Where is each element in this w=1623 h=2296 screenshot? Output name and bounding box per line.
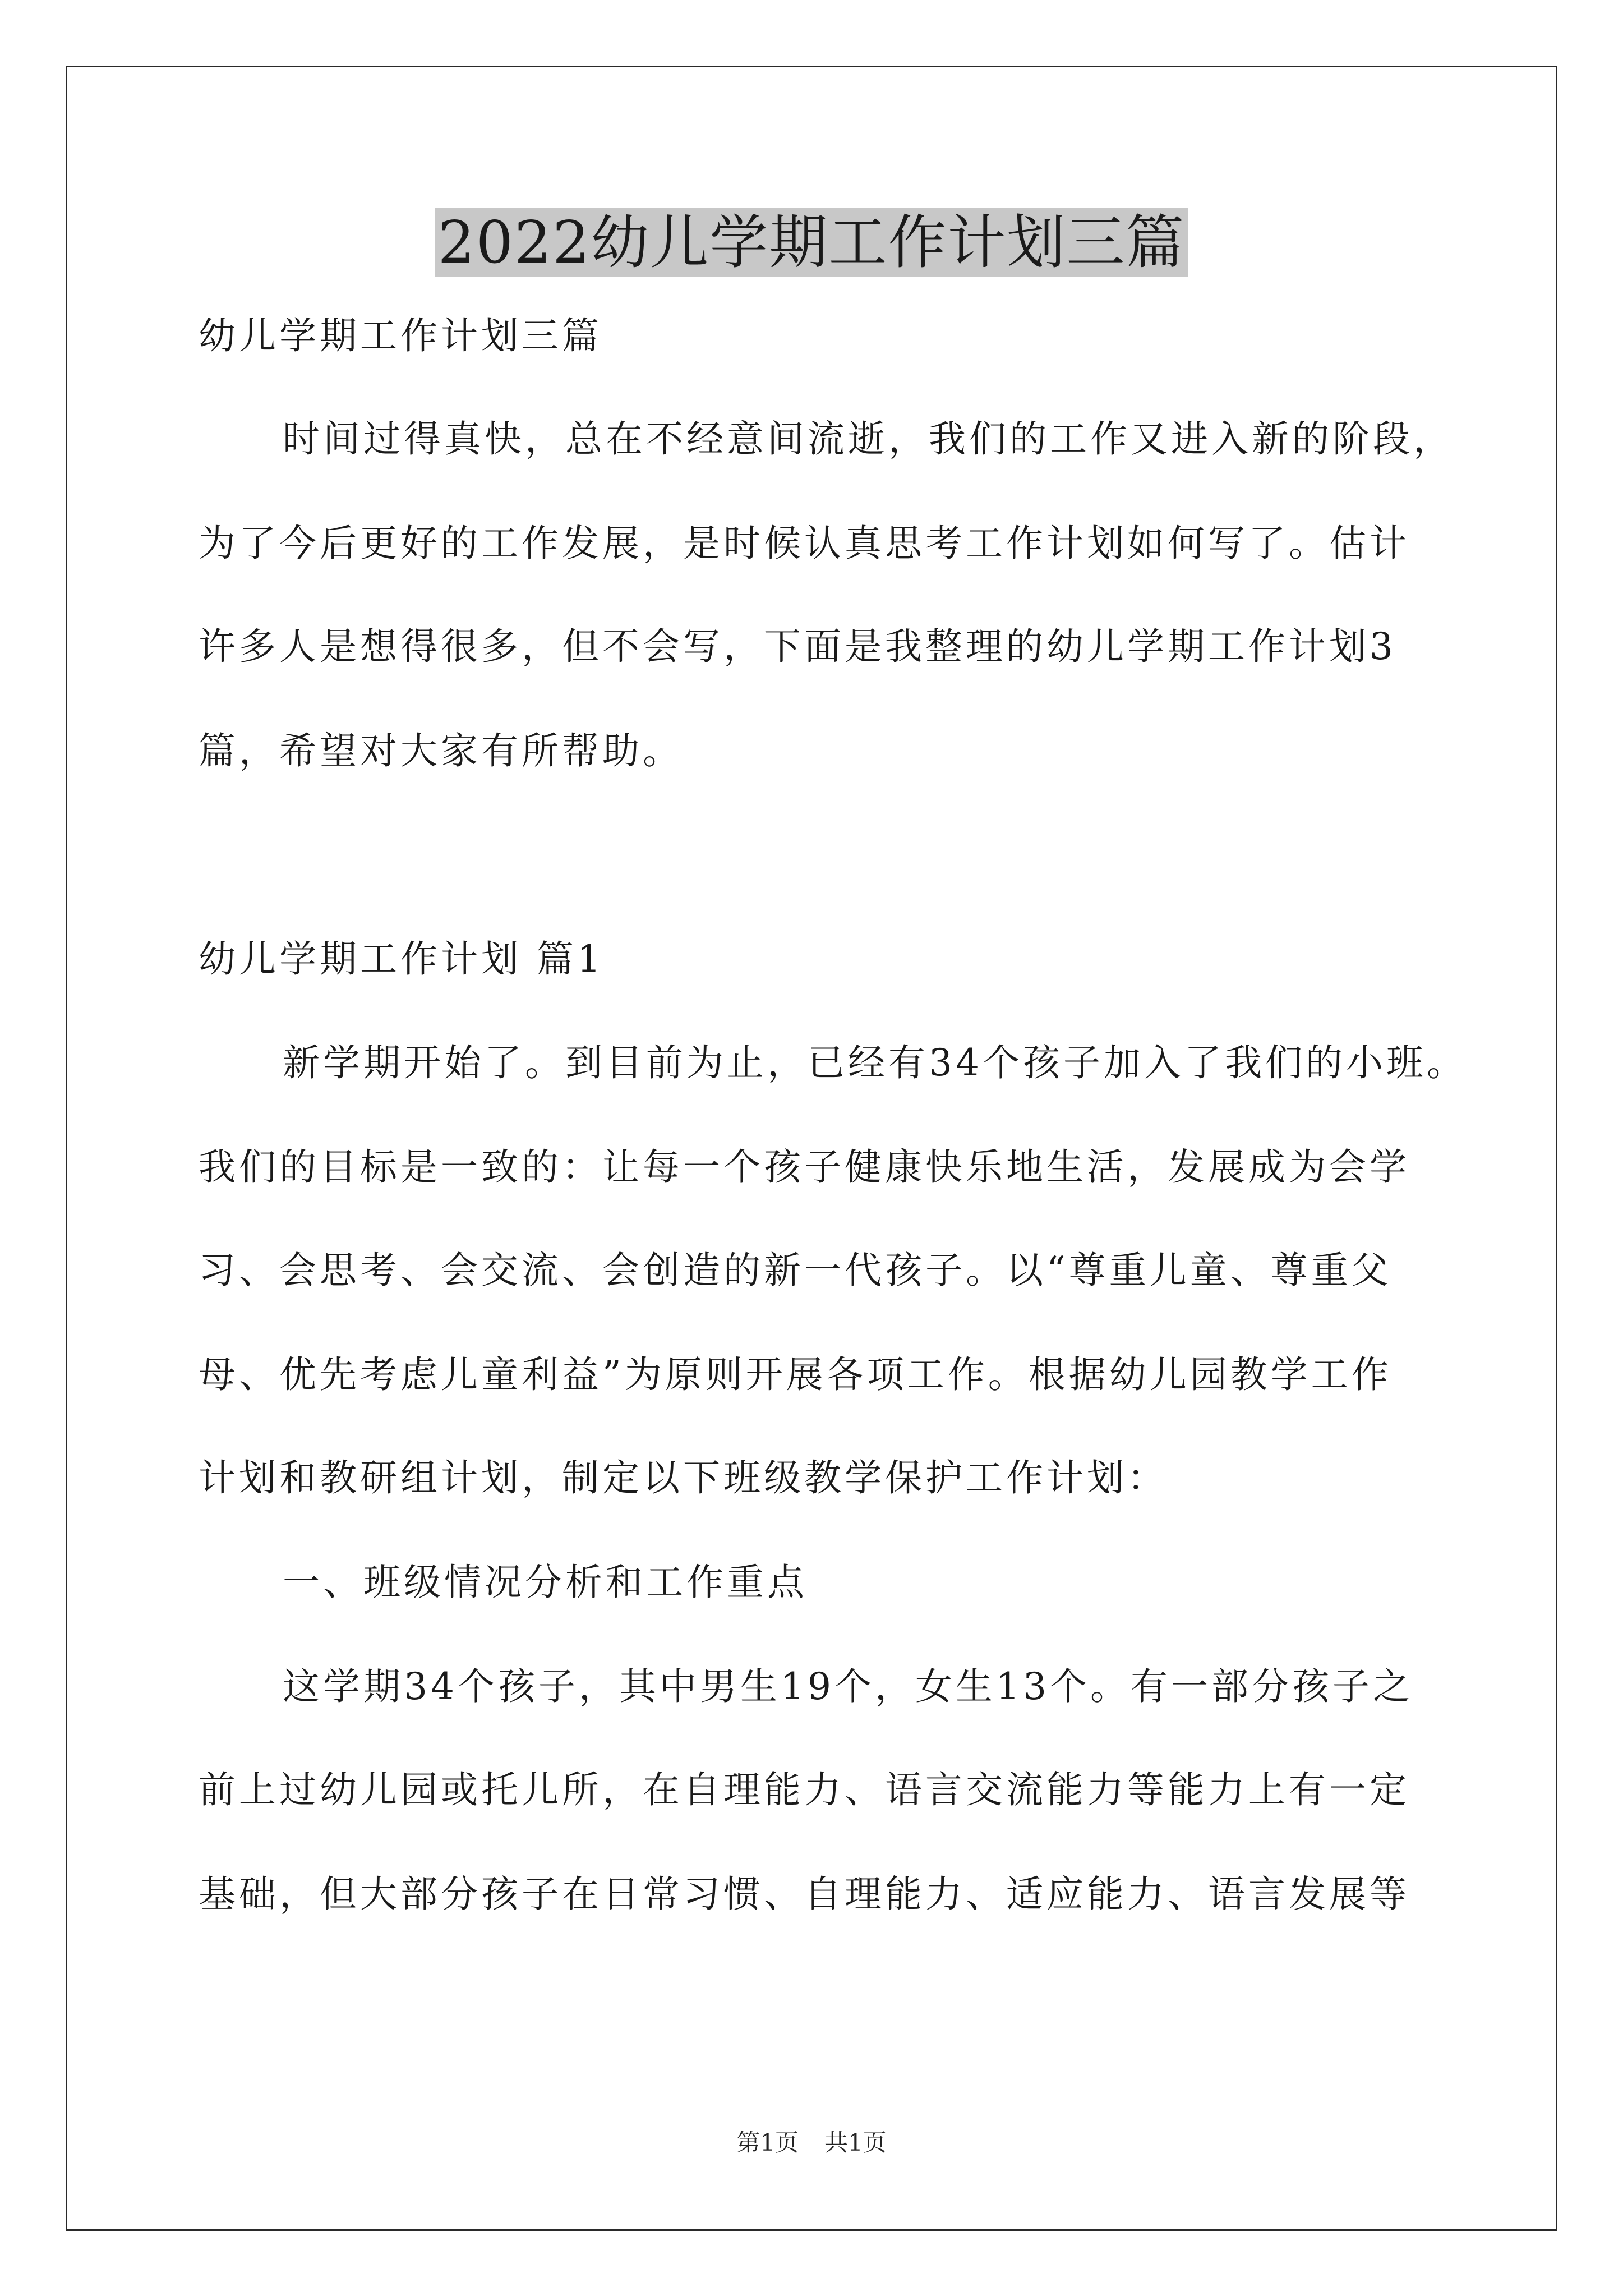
analysis-line-3: 基础，但大部分孩子在日常习惯、自理能力、适应能力、语言发展等	[199, 1872, 1410, 1916]
analysis-line-2: 前上过幼儿园或托儿所，在自理能力、语言交流能力等能力上有一定	[199, 1768, 1410, 1811]
section-line-1: 新学期开始了。到目前为止，已经有34个孩子加入了我们的小班。	[283, 1041, 1467, 1084]
intro-line-4: 篇，希望对大家有所帮助。	[199, 729, 683, 772]
subheading: 一、班级情况分析和工作重点	[283, 1561, 808, 1604]
document-title-text: 2022幼儿学期工作计划三篇	[435, 208, 1189, 277]
section-heading: 幼儿学期工作计划 篇1	[199, 937, 604, 981]
intro-line-1: 时间过得真快，总在不经意间流逝，我们的工作又进入新的阶段，	[283, 417, 1454, 461]
section-line-5: 计划和教研组计划，制定以下班级教学保护工作计划：	[199, 1456, 1168, 1499]
page-footer	[0, 2126, 1623, 2160]
analysis-line-1: 这学期34个孩子，其中男生19个，女生13个。有一部分孩子之	[283, 1665, 1413, 1708]
intro-line-3: 许多人是想得很多，但不会写，下面是我整理的幼儿学期工作计划3	[199, 625, 1396, 668]
document-subtitle: 幼儿学期工作计划三篇	[199, 314, 602, 357]
page-total: 共1页	[824, 2129, 887, 2156]
intro-line-2: 为了今后更好的工作发展，是时候认真思考工作计划如何写了。估计	[199, 522, 1410, 565]
document-title	[0, 203, 1623, 282]
page-number: 第1页	[736, 2129, 799, 2156]
section-line-2: 我们的目标是一致的：让每一个孩子健康快乐地生活，发展成为会学	[199, 1145, 1410, 1189]
section-line-3: 习、会思考、会交流、会创造的新一代孩子。以“尊重儿童、尊重父	[199, 1249, 1392, 1292]
section-line-4: 母、优先考虑儿童利益”为原则开展各项工作。根据幼儿园教学工作	[199, 1353, 1392, 1396]
